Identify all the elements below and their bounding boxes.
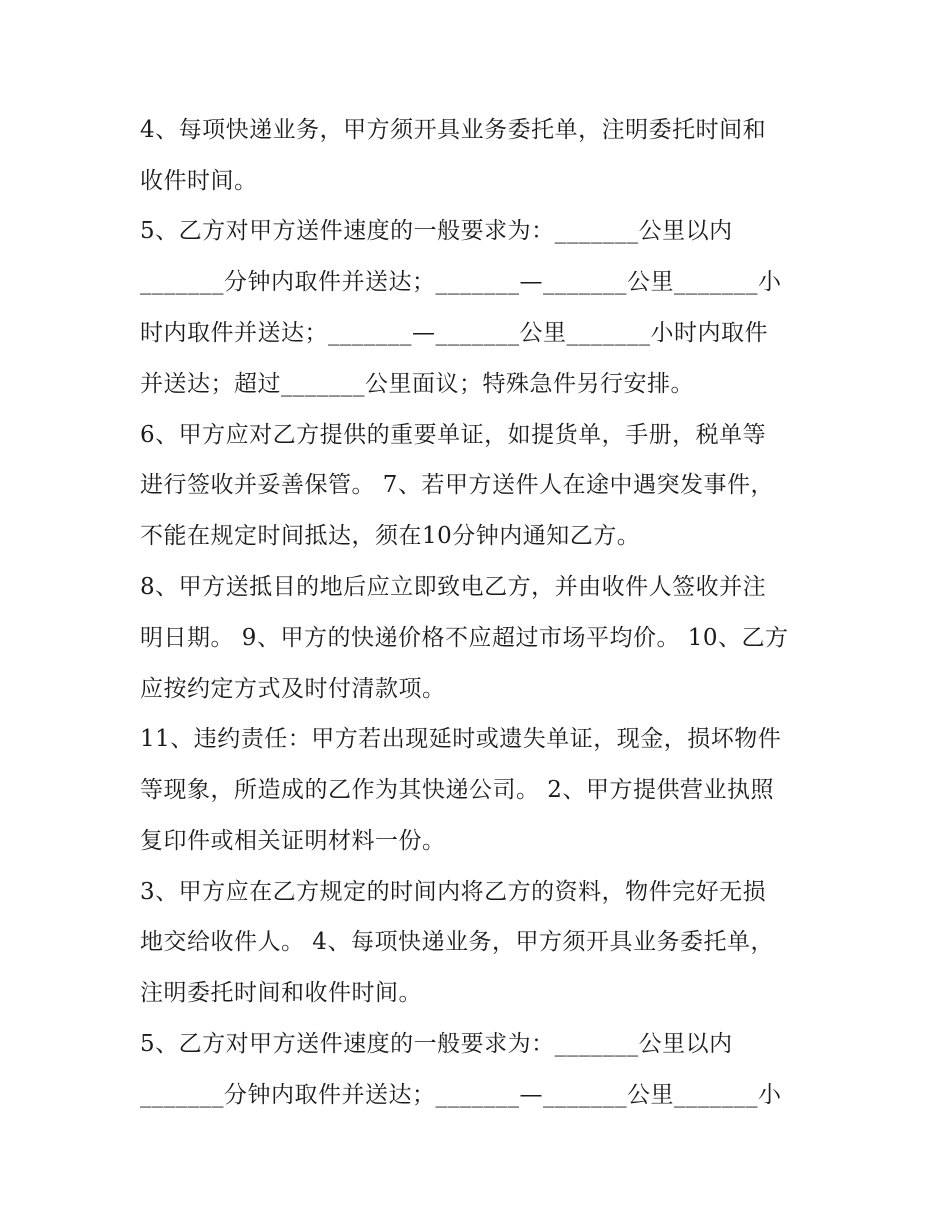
text-line: 6、甲方应对乙方提供的重要单证，如提货单，手册，税单等 [140,422,767,448]
text-line: 等现象，所造成的乙作为其快递公司。 2、甲方提供营业执照 [140,777,774,803]
text-line: _______分钟内取件并送达；_______—_______公里_______小 [140,269,782,295]
text-line: 5、乙方对甲方送件速度的一般要求为：_______公里以内 [140,1031,733,1057]
text-line: 注明委托时间和收件时间。 [140,980,422,1006]
text-line: 8、甲方送抵目的地后应立即致电乙方，并由收件人签收并注 [140,574,767,600]
text-line: 并送达；超过_______公里面议；特殊急件另行安排。 [140,371,694,397]
text-line: 时内取件并送达；_______—_______公里_______小时内取件 [140,320,768,346]
text-line: 不能在规定时间抵达，须在10分钟内通知乙方。 [140,523,641,549]
text-line: 收件时间。 [140,168,258,194]
text-line: _______分钟内取件并送达；_______—_______公里_______小 [140,1082,782,1108]
text-line: 明日期。 9、甲方的快递价格不应超过市场平均价。 10、乙方 [140,625,789,651]
text-line: 进行签收并妥善保管。 7、若甲方送件人在途中遇突发事件， [140,472,774,498]
text-line: 复印件或相关证明材料一份。 [140,828,446,854]
text-line: 地交给收件人。 4、每项快递业务，甲方须开具业务委托单， [140,929,774,955]
text-line: 5、乙方对甲方送件速度的一般要求为：_______公里以内 [140,218,733,244]
text-line: 应按约定方式及时付清款项。 [140,676,446,702]
text-line: 3、甲方应在乙方规定的时间内将乙方的资料，物件完好无损 [140,879,767,905]
text-line: 4、每项快递业务，甲方须开具业务委托单，注明委托时间和 [140,117,767,143]
text-line: 11、违约责任：甲方若出现延时或遗失单证，现金，损坏物件 [140,726,782,752]
